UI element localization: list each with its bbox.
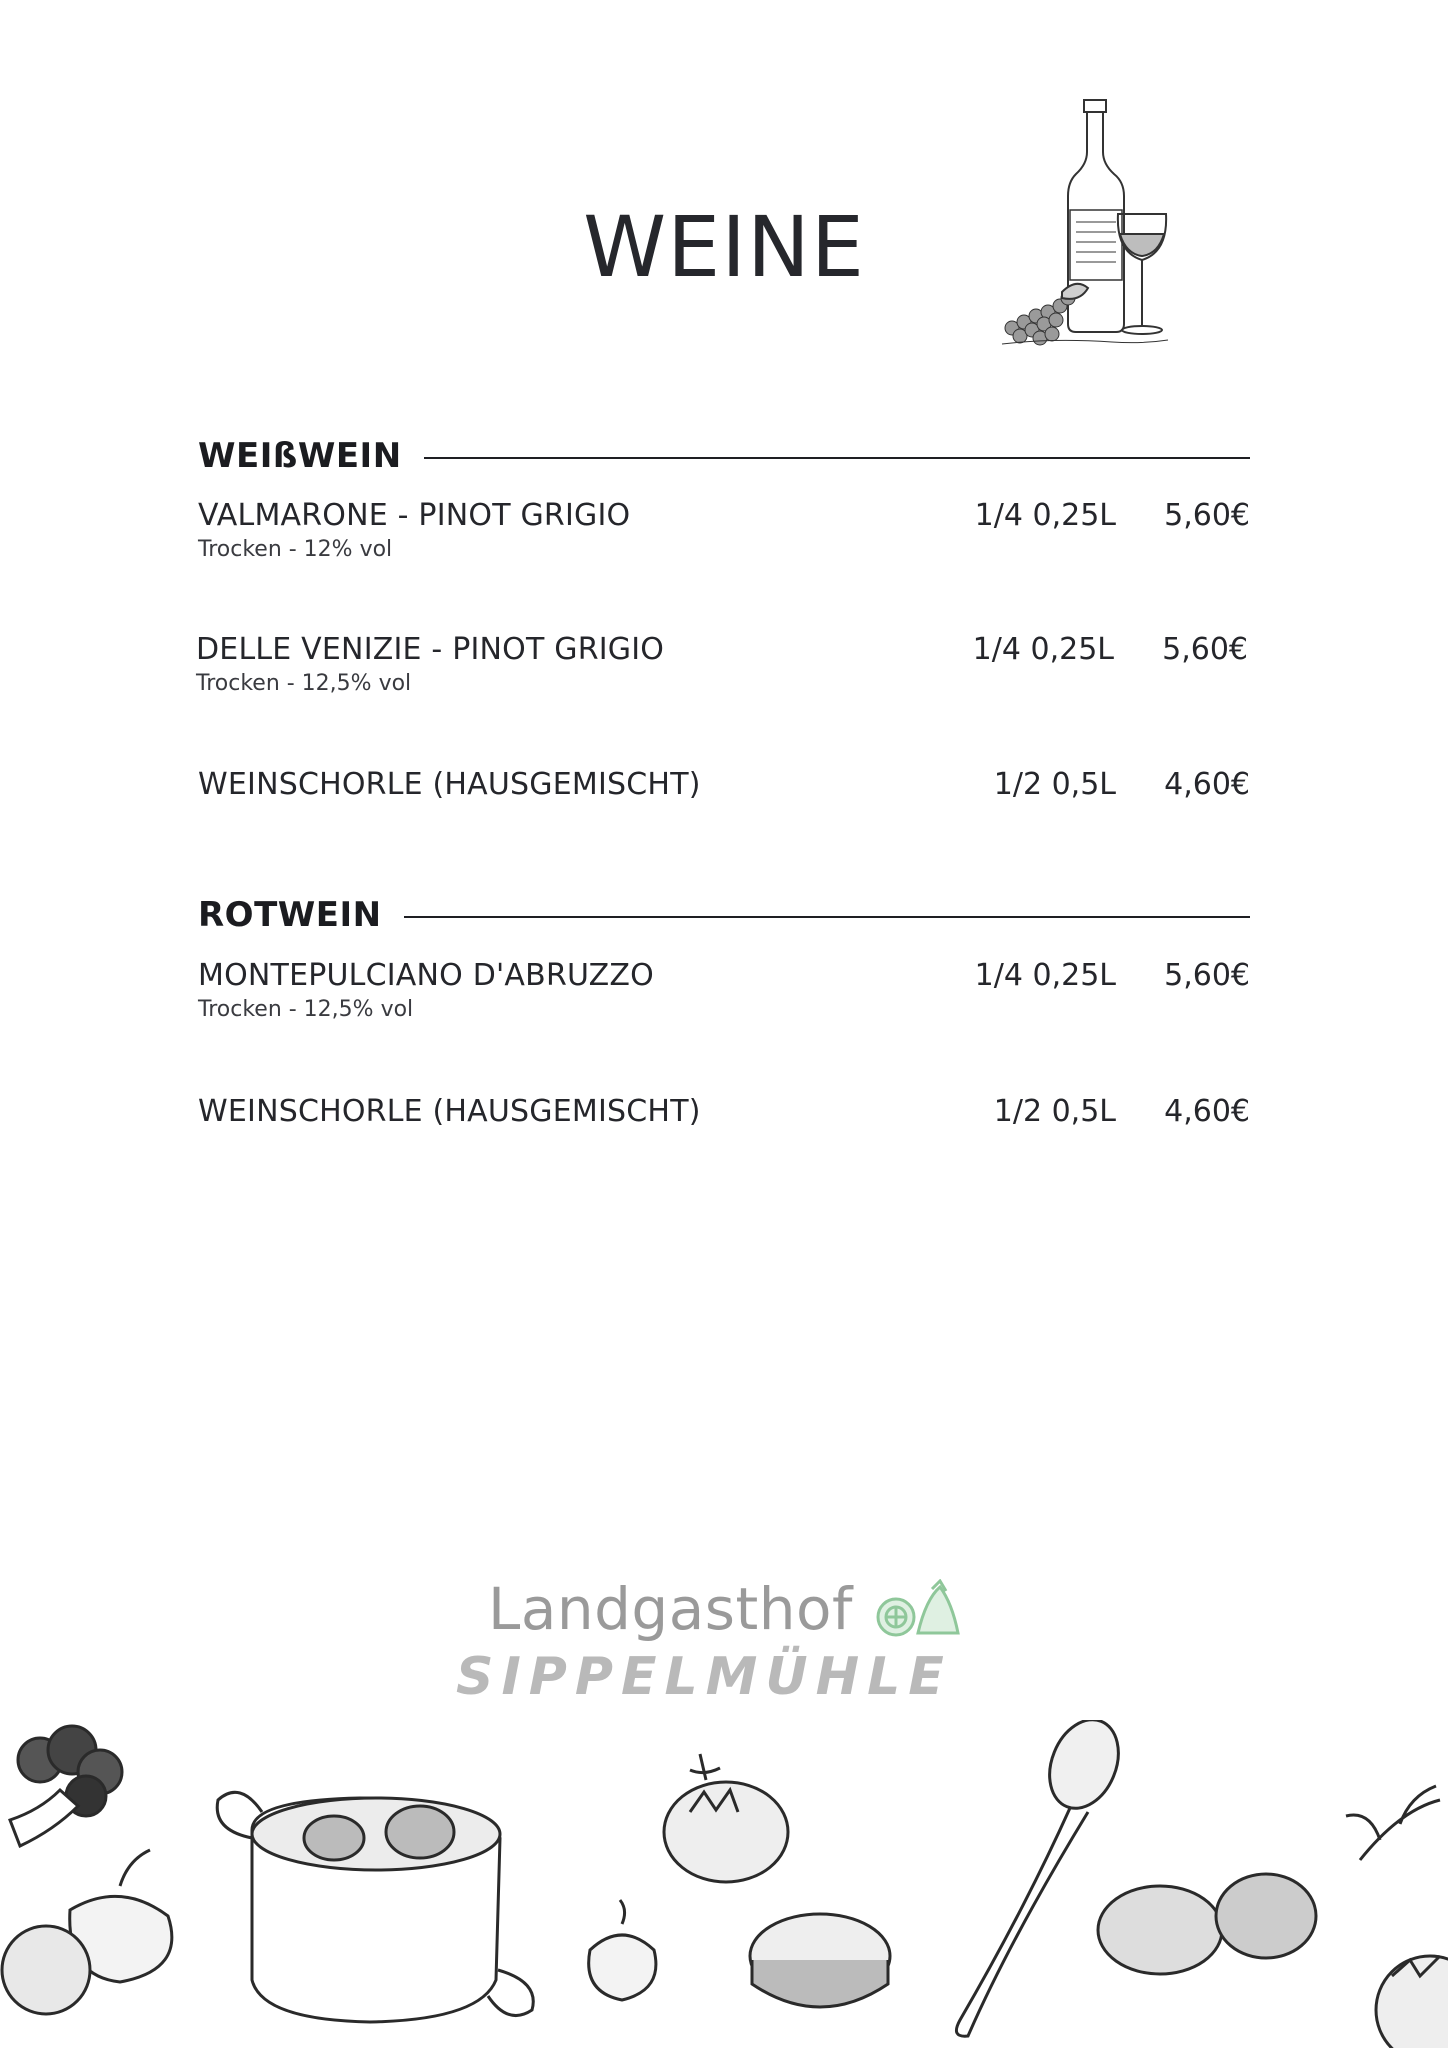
item-size: 1/4 0,25L [974,958,1116,993]
menu-item [198,497,1250,565]
eggplant-slice-illustration [750,1914,890,2007]
logo-line2: SIPPELMÜHLE [456,1647,952,1707]
section-header-weisswein [198,436,1250,476]
menu-item [198,957,1250,1025]
item-size: 1/2 0,5L [993,1094,1116,1129]
item-size: 1/4 0,25L [974,498,1116,533]
item-description: Trocken - 12% vol [198,537,393,562]
logo-line1: Landgasthof [488,1575,853,1643]
section-title: WEIßWEIN [198,436,424,476]
wine-bottle-illustration [992,92,1182,352]
menu-item [198,766,1250,804]
section-header-rotwein [198,895,1250,935]
page-title: WEINE [583,198,865,296]
item-price: 4,60€ [1164,1094,1250,1129]
menu-item [198,1093,1250,1131]
item-name: VALMARONE - PINOT GRIGIO [198,498,631,533]
menu-item [196,631,1248,699]
item-price: 5,60€ [1164,958,1250,993]
item-price: 5,60€ [1164,498,1250,533]
item-size: 1/4 0,25L [972,632,1114,667]
item-name: WEINSCHORLE (HAUSGEMISCHT) [198,1094,701,1129]
restaurant-logo [440,1575,1020,1715]
item-size: 1/2 0,5L [993,767,1116,802]
spoon-illustration [956,1720,1130,2036]
food-sketch-border [0,1720,1448,2048]
item-description: Trocken - 12,5% vol [198,997,414,1022]
broccoli-illustration [10,1726,122,1846]
item-name: DELLE VENIZIE - PINOT GRIGIO [196,632,665,667]
item-price: 4,60€ [1164,767,1250,802]
item-description: Trocken - 12,5% vol [196,671,412,696]
item-name: WEINSCHORLE (HAUSGEMISCHT) [198,767,701,802]
item-name: MONTEPULCIANO D'ABRUZZO [198,958,654,993]
cucumber-slices-illustration [1098,1874,1316,1974]
vegetable-logo-icon [866,1579,966,1643]
tomato-illustration [664,1754,788,1882]
soup-pot-illustration [217,1792,533,2022]
item-price: 5,60€ [1162,632,1248,667]
section-title: ROTWEIN [198,895,404,935]
